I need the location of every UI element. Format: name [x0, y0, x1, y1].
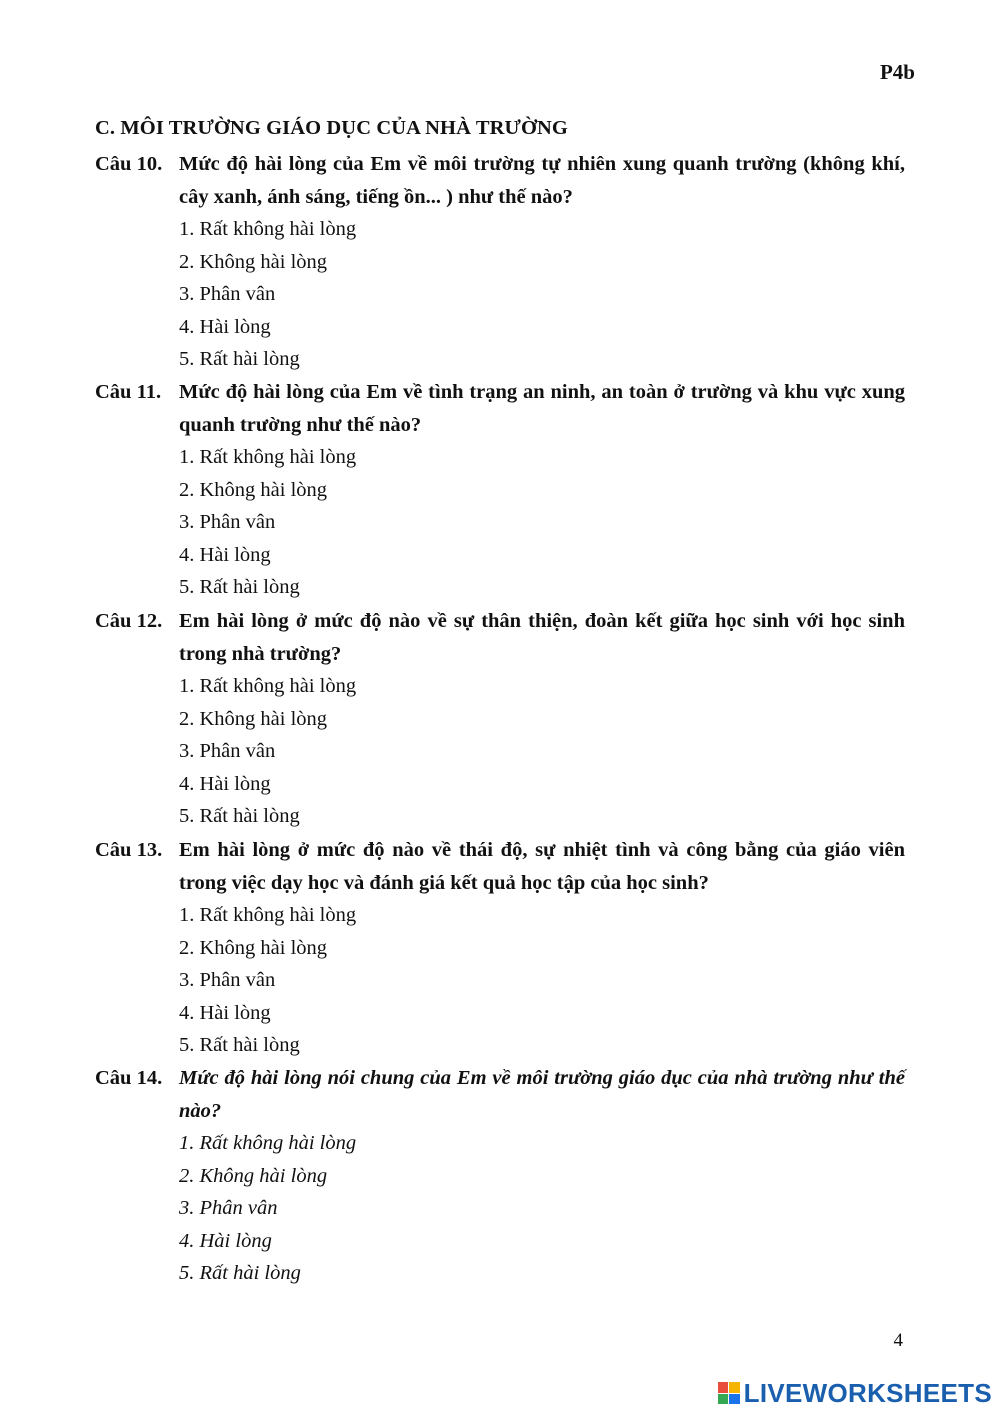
option-1[interactable]: 1. Rất không hài lòng	[179, 446, 357, 468]
option-1[interactable]: 1. Rất không hài lòng	[179, 904, 357, 926]
option-4[interactable]: 4. Hài lòng	[179, 772, 271, 795]
option-2[interactable]: 2. Không hài lòng	[179, 707, 328, 730]
option-5[interactable]: 5. Rất hài lòng	[179, 1262, 301, 1285]
question-text: Mức độ hài lòng nói chung của Em về môi trường giáo dục của nhà trường như thế nào?	[179, 1067, 905, 1122]
options-list	[179, 899, 905, 1062]
option-3[interactable]: 3. Phân vân	[179, 1197, 278, 1220]
options-list	[179, 441, 905, 604]
question-number: Câu 14.	[95, 1067, 163, 1089]
option-2[interactable]: 2. Không hài lòng	[179, 936, 328, 959]
question-text: Mức độ hài lòng của Em về tình trạng an ninh, an toàn ở trường và khu vực xung quanh trường như thế nào?	[179, 381, 905, 436]
question-13	[95, 834, 905, 1062]
option-3[interactable]: 3. Phân vân	[179, 740, 276, 763]
liveworksheets-logo	[718, 1378, 992, 1408]
option-4[interactable]: 4. Hài lòng	[179, 315, 271, 338]
options-list	[179, 670, 905, 833]
logo-grid-icon	[718, 1382, 740, 1404]
option-5[interactable]: 5. Rất hài lòng	[179, 1034, 300, 1057]
options-list	[179, 213, 905, 376]
options-list	[179, 1127, 905, 1290]
option-2[interactable]: 2. Không hài lòng	[179, 478, 328, 501]
brand-name: LIVEWORKSHEETS	[743, 1377, 992, 1408]
option-3[interactable]: 3. Phân vân	[179, 969, 276, 992]
option-3[interactable]: 3. Phân vân	[179, 511, 276, 534]
question-10	[95, 148, 905, 376]
option-3[interactable]: 3. Phân vân	[179, 283, 276, 306]
option-5[interactable]: 5. Rất hài lòng	[179, 348, 300, 371]
option-4[interactable]: 4. Hài lòng	[179, 543, 271, 566]
option-1[interactable]: 1. Rất không hài lòng	[179, 1132, 357, 1154]
question-text: Em hài lòng ở mức độ nào về thái độ, sự nhiệt tình và công bằng của giáo viên trong việc dạy học và đánh giá kết quả học tập của học sinh?	[179, 839, 905, 894]
question-number: Câu 13.	[95, 839, 163, 861]
question-number: Câu 12.	[95, 610, 163, 632]
question-12	[95, 605, 905, 833]
question-11	[95, 376, 905, 604]
logo-tile	[729, 1394, 740, 1405]
question-text: Mức độ hài lòng của Em về môi trường tự nhiên xung quanh trường (không khí, cây xanh, ánh sáng, tiếng ồn... ) như thế nào?	[179, 153, 905, 208]
question-text: Em hài lòng ở mức độ nào về sự thân thiện, đoàn kết giữa học sinh với học sinh trong nhà trường?	[179, 610, 905, 665]
page-number: 4	[893, 1330, 903, 1351]
question-number: Câu 10.	[95, 153, 163, 175]
section-title: C. MÔI TRƯỜNG GIÁO DỤC CỦA NHÀ TRƯỜNG	[95, 117, 568, 139]
option-1[interactable]: 1. Rất không hài lòng	[179, 218, 357, 240]
option-4[interactable]: 4. Hài lòng	[179, 1001, 271, 1024]
option-5[interactable]: 5. Rất hài lòng	[179, 805, 300, 828]
option-5[interactable]: 5. Rất hài lòng	[179, 576, 300, 599]
page-code: P4b	[879, 60, 915, 84]
logo-tile	[718, 1382, 729, 1393]
logo-tile	[729, 1382, 740, 1393]
option-4[interactable]: 4. Hài lòng	[179, 1229, 272, 1252]
question-number: Câu 11.	[95, 381, 162, 403]
option-2[interactable]: 2. Không hài lòng	[179, 250, 328, 273]
logo-tile	[718, 1394, 729, 1405]
option-1[interactable]: 1. Rất không hài lòng	[179, 675, 357, 697]
question-14	[95, 1062, 905, 1290]
option-2[interactable]: 2. Không hài lòng	[179, 1164, 328, 1187]
